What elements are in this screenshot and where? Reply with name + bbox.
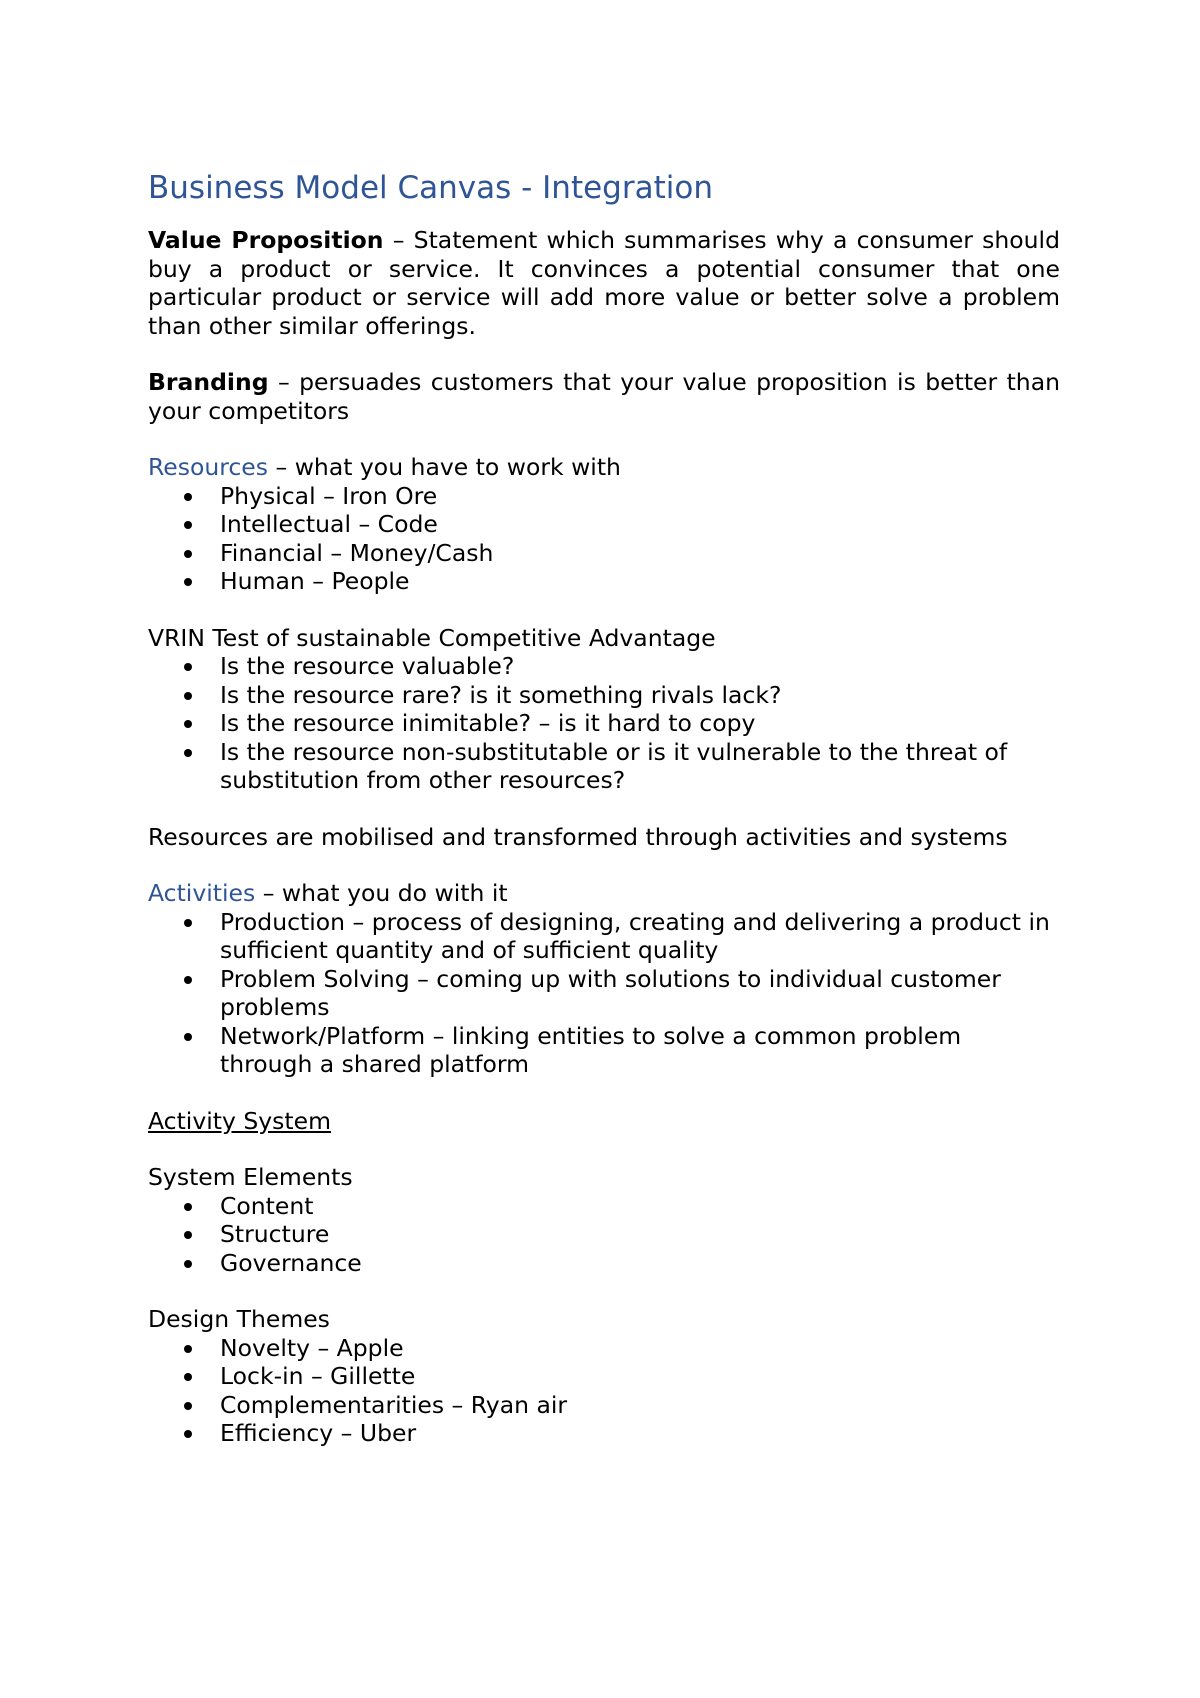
- bullet-icon: [184, 493, 192, 501]
- vrin-heading: VRIN Test of sustainable Competitive Advantage: [148, 623, 716, 652]
- list-item: [148, 681, 1060, 710]
- bullet-icon: [184, 1203, 192, 1211]
- list-item: [148, 652, 1060, 681]
- list-item: [148, 482, 1060, 511]
- bullet-icon: [184, 1345, 192, 1353]
- list-item: [148, 1334, 1060, 1363]
- list-item: [148, 1391, 1060, 1420]
- resources-heading-text: – what you have to work with: [268, 453, 621, 481]
- list-item-text: Intellectual – Code: [220, 510, 438, 538]
- bullet-icon: [184, 1260, 192, 1268]
- list-item: [148, 965, 1060, 1022]
- list-item-text: Lock-in – Gillette: [220, 1362, 416, 1390]
- activities-heading-text: – what you do with it: [255, 879, 508, 907]
- list-item-text: Is the resource valuable?: [220, 652, 515, 680]
- resources-heading-line: [148, 453, 1060, 482]
- list-item-text: Content: [220, 1191, 314, 1220]
- vrin-list: [148, 652, 1060, 795]
- document-page: [148, 168, 1060, 1476]
- list-item: [148, 539, 1060, 568]
- system-elements-list: [148, 1192, 1060, 1278]
- value-proposition-paragraph: [148, 226, 1060, 340]
- list-item-text: Network/Platform – linking entities to solve a common problem through a shared platform: [220, 1021, 962, 1078]
- list-item: [148, 1022, 1060, 1079]
- bullet-icon: [184, 749, 192, 757]
- list-item: [148, 510, 1060, 539]
- system-elements-heading: System Elements: [148, 1163, 353, 1191]
- list-item-text: Efficiency – Uber: [220, 1419, 417, 1447]
- bullet-icon: [184, 663, 192, 671]
- list-item: [148, 1249, 1060, 1278]
- branding-term: Branding: [148, 368, 269, 396]
- bullet-icon: [184, 1231, 192, 1239]
- list-item-text: Human – People: [220, 567, 410, 595]
- bullet-icon: [184, 720, 192, 728]
- list-item-text: Is the resource rare? is it something rivals lack?: [220, 680, 782, 709]
- bullet-icon: [184, 919, 192, 927]
- bullet-icon: [184, 1373, 192, 1381]
- activities-list: [148, 908, 1060, 1079]
- bullet-icon: [184, 1402, 192, 1410]
- design-themes-heading: Design Themes: [148, 1305, 330, 1333]
- bullet-icon: [184, 1430, 192, 1438]
- bullet-icon: [184, 578, 192, 586]
- bullet-icon: [184, 1033, 192, 1041]
- branding-paragraph: [148, 368, 1060, 425]
- list-item-text: Complementarities – Ryan air: [220, 1390, 568, 1419]
- design-themes-list: [148, 1334, 1060, 1448]
- list-item: [148, 908, 1060, 965]
- document-title: Business Model Canvas - Integration: [148, 170, 713, 206]
- list-item: [148, 709, 1060, 738]
- resources-heading: Resources: [148, 453, 269, 481]
- list-item-text: Problem Solving – coming up with solutions to individual customer problems: [220, 964, 1001, 1021]
- list-item-text: Novelty – Apple: [220, 1333, 404, 1362]
- value-proposition-term: Value Proposition: [148, 226, 384, 254]
- list-item-text: Governance: [220, 1248, 362, 1277]
- bullet-icon: [184, 521, 192, 529]
- list-item-text: Is the resource non-substitutable or is it vulnerable to the threat of substitution from other resources?: [220, 737, 1008, 794]
- activities-heading: Activities: [148, 879, 256, 907]
- list-item-text: Is the resource inimitable? – is it hard to copy: [220, 709, 756, 737]
- list-item: [148, 1419, 1060, 1448]
- mobilised-text: Resources are mobilised and transformed through activities and systems: [148, 822, 1008, 851]
- activity-system-heading: Activity System: [148, 1106, 331, 1135]
- list-item-text: Physical – Iron Ore: [220, 481, 438, 510]
- activities-heading-line: [148, 879, 1060, 908]
- bullet-icon: [184, 976, 192, 984]
- list-item: [148, 1192, 1060, 1221]
- value-proposition-text: – Statement which summarises why a consumer should buy a product or service. It convinces a potential consumer that one particular product or service will add more value or better solve a problem than other similar offerings.: [148, 226, 1060, 340]
- list-item: [148, 1362, 1060, 1391]
- list-item: [148, 738, 1060, 795]
- bullet-icon: [184, 692, 192, 700]
- list-item-text: Production – process of designing, creating and delivering a product in sufficient quantity and of sufficient quality: [220, 907, 1050, 964]
- resources-list: [148, 482, 1060, 596]
- branding-text: – persuades customers that your value proposition is better than your competitors: [148, 368, 1060, 425]
- list-item: [148, 1220, 1060, 1249]
- list-item-text: Structure: [220, 1220, 330, 1248]
- bullet-icon: [184, 550, 192, 558]
- list-item: [148, 567, 1060, 596]
- list-item-text: Financial – Money/Cash: [220, 538, 494, 567]
